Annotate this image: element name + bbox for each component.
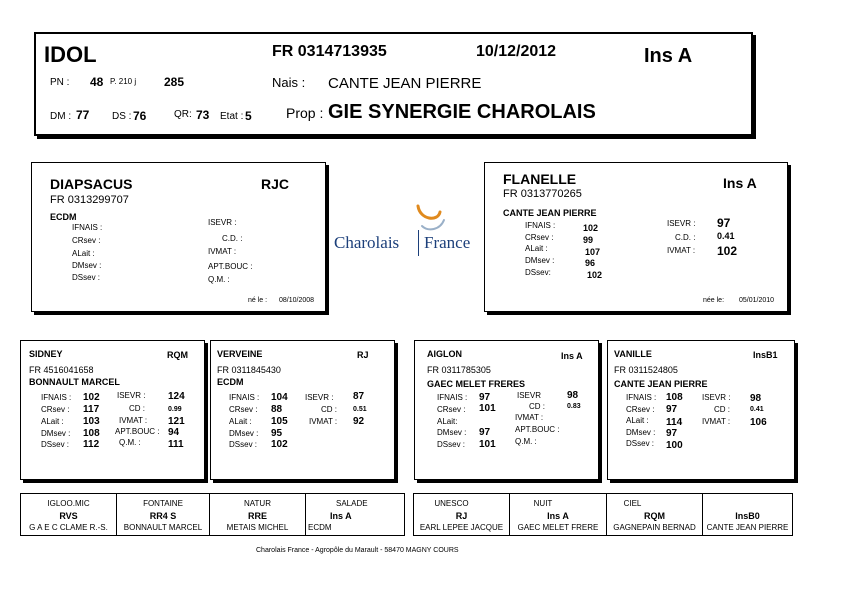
gp2-value-crsev: 88 — [271, 404, 283, 415]
gp2-value-alait: 105 — [271, 416, 288, 427]
gp4-label-crsev: CRsev : — [626, 405, 655, 414]
logo-divider — [418, 230, 419, 256]
gp4-grade: InsB1 — [753, 350, 778, 360]
sire-breeder: ECDM — [50, 212, 77, 222]
dam-label-cd: C.D. : — [675, 233, 696, 242]
gp3-id: FR 0311785305 — [427, 365, 491, 375]
dam-label-ifnais: IFNAIS : — [525, 221, 556, 230]
gp4-value-dssev: 100 — [666, 440, 683, 451]
dam-id: FR 0313770265 — [503, 188, 582, 200]
ggp2-owner: BONNAULT MARCEL — [123, 523, 203, 532]
sire-born-value: 08/10/2008 — [279, 297, 315, 304]
gp4-value-dmsev: 97 — [666, 428, 678, 439]
gp1-value-alait: 103 — [83, 416, 100, 427]
gp1-label-dmsev: DMsev : — [41, 429, 71, 438]
gp3-value-dmsev: 97 — [479, 427, 491, 438]
ggp7-owner: GAGNEPAIN BERNAD — [613, 523, 696, 532]
dam-value-dmsev: 96 — [585, 258, 596, 268]
ggp3-grade: RRE — [247, 511, 267, 521]
footer-address: Charolais France - Agropôle du Marault - 58470 MAGNY COURS — [256, 547, 459, 554]
ggp5-name: UNESCO — [434, 499, 469, 508]
prop-value: GIE SYNERGIE CHAROLAIS — [328, 101, 596, 123]
sire-born-label: né le : — [248, 297, 268, 304]
gp1-value-dssev: 112 — [83, 439, 100, 450]
gp1-value-isevr: 124 — [168, 391, 185, 402]
gp1-id: FR 4516041658 — [29, 365, 94, 375]
dam-label-crsev: CRsev : — [525, 233, 554, 242]
qr-label: QR: — [174, 109, 192, 120]
ggp8-grade: InsB0 — [735, 511, 760, 521]
gp3-grade: Ins A — [561, 351, 583, 361]
dam-box — [484, 162, 788, 312]
gp4-value-isevr: 98 — [750, 393, 762, 404]
dm-label: DM : — [50, 111, 72, 122]
sire-label-crsev: CRsev : — [72, 236, 101, 245]
gp2-grade: RJ — [357, 350, 369, 360]
sire-label-cd: C.D. : — [222, 234, 243, 243]
gp4-label-ifnais: IFNAIS : — [626, 393, 657, 402]
gp2-value-ifnais: 104 — [271, 392, 288, 403]
gp1-label-cd: CD : — [129, 404, 145, 413]
sire-label-ivmat: IVMAT : — [208, 247, 237, 256]
animal-name: IDOL — [44, 42, 97, 67]
ggp4-grade: Ins A — [330, 511, 352, 521]
gp2-label-alait: ALait : — [229, 417, 252, 426]
sire-label-qm: Q.M. : — [208, 275, 230, 284]
granddam-maternal-box — [607, 340, 795, 480]
ggp3-name: NATUR — [244, 499, 271, 508]
gp2-label-crsev: CRsev : — [229, 405, 258, 414]
logo-word-charolais: Charolais — [334, 233, 400, 252]
gp3-label-dmsev: DMsev : — [437, 428, 467, 437]
p210-label: P. 210 j — [110, 77, 137, 86]
dam-value-crsev: 99 — [583, 235, 594, 245]
gp4-value-ivmat: 106 — [750, 417, 767, 428]
gp1-label-ivmat: IVMAT : — [119, 416, 148, 425]
sire-label-alait: ALait : — [72, 249, 95, 258]
gp3-label-cd: CD : — [529, 402, 545, 411]
ggp6-name: NUIT — [533, 499, 553, 508]
gp4-label-dssev: DSsev : — [626, 439, 655, 448]
dam-value-isevr: 97 — [717, 216, 731, 230]
gp3-value-cd: 0.83 — [567, 403, 581, 410]
pn-label: PN : — [50, 77, 70, 88]
great-grands-strip-1 — [20, 493, 405, 536]
gp2-label-ivmat: IVMAT : — [309, 417, 338, 426]
dam-value-ivmat: 102 — [717, 244, 738, 258]
gp1-breeder: BONNAULT MARCEL — [29, 377, 120, 387]
ggp6-owner: GAEC MELET FRERE — [517, 523, 599, 532]
qr-value: 73 — [196, 108, 210, 122]
ggp5-grade: RJ — [455, 511, 468, 521]
ggp5-owner: EARL LEPEE JACQUE — [419, 523, 504, 532]
sire-label-ifnais: IFNAIS : — [72, 223, 103, 232]
gp3-label-isevr: ISEVR — [517, 391, 542, 400]
gp4-label-isevr: ISEVR : — [702, 393, 731, 402]
gp1-value-aptbouc: 94 — [168, 427, 180, 438]
ggp1-grade: RVS — [59, 511, 78, 521]
grandsire-maternal-box — [414, 340, 599, 480]
dam-value-cd: 0.41 — [717, 231, 735, 241]
gp1-value-cd: 0.99 — [168, 406, 182, 413]
etat-value: 5 — [245, 109, 252, 123]
grandsire-paternal-box — [20, 340, 205, 480]
gp4-value-ifnais: 108 — [666, 392, 683, 403]
sire-label-isevr: ISEVR : — [208, 218, 237, 227]
animal-id: FR 0314713935 — [272, 43, 387, 60]
ggp-cell-2 — [116, 494, 209, 535]
gp1-label-isevr: ISEVR : — [117, 391, 146, 400]
dam-label-dssev: DSsev: — [525, 268, 551, 277]
charolais-france-logo — [334, 206, 476, 258]
gp2-value-isevr: 87 — [353, 391, 365, 402]
ggp2-name: FONTAINE — [143, 499, 183, 508]
ggp8-owner: CANTE JEAN PIERRE — [706, 523, 789, 532]
dam-value-dssev: 102 — [587, 270, 603, 280]
gp1-value-ivmat: 121 — [168, 416, 185, 427]
ggp-cell-3 — [209, 494, 305, 535]
gp1-value-dmsev: 108 — [83, 428, 100, 439]
sire-label-dssev: DSsev : — [72, 273, 101, 282]
gp2-label-isevr: ISEVR : — [305, 393, 334, 402]
gp2-value-dssev: 102 — [271, 439, 288, 450]
gp4-value-cd: 0.41 — [750, 406, 764, 413]
sire-box — [31, 162, 326, 312]
sire-grade: RJC — [261, 176, 290, 192]
dam-label-alait: ALait : — [525, 244, 548, 253]
gp3-value-isevr: 98 — [567, 390, 579, 401]
gp1-label-aptbouc: APT.BOUC : — [115, 427, 160, 436]
dam-label-ivmat: IVMAT : — [667, 246, 696, 255]
ggp-cell-8 — [702, 494, 792, 535]
dam-label-dmsev: DMsev : — [525, 256, 555, 265]
gp2-id: FR 0311845430 — [217, 365, 281, 375]
dam-value-ifnais: 102 — [583, 223, 599, 233]
gp3-label-dssev: DSsev : — [437, 440, 466, 449]
ggp1-name: IGLOO.MIC — [47, 499, 90, 508]
gp3-label-alait: ALait: — [437, 417, 458, 426]
gp1-value-crsev: 117 — [83, 404, 100, 415]
gp2-breeder: ECDM — [217, 377, 244, 387]
dam-grade: Ins A — [723, 175, 757, 191]
record-date: 10/12/2012 — [476, 43, 557, 60]
great-grands-strip-2 — [413, 493, 793, 536]
dam-name: FLANELLE — [503, 171, 577, 187]
pn-value: 48 — [90, 75, 104, 89]
ggp-cell-4 — [305, 494, 404, 535]
gp3-label-crsev: CRsev : — [437, 405, 466, 414]
ds-value: 76 — [133, 109, 147, 123]
gp2-label-ifnais: IFNAIS : — [229, 393, 260, 402]
logo-swirl-icon — [410, 202, 450, 232]
gp3-label-qm: Q.M. : — [515, 437, 537, 446]
gp4-id: FR 0311524805 — [614, 365, 678, 375]
ggp7-name: CIEL — [623, 499, 642, 508]
gp1-name: SIDNEY — [29, 349, 63, 359]
gp1-grade: RQM — [167, 350, 188, 360]
gp1-label-ifnais: IFNAIS : — [41, 393, 72, 402]
ggp2-grade: RR4 S — [149, 511, 177, 521]
gp4-value-alait: 114 — [666, 417, 683, 428]
dam-born-value: 05/01/2010 — [739, 297, 775, 304]
ds-label: DS : — [112, 111, 132, 122]
gp3-label-aptbouc: APT.BOUC : — [515, 425, 560, 434]
gp4-label-cd: CD : — [714, 405, 730, 414]
gp1-label-dssev: DSsev : — [41, 440, 70, 449]
dm-value: 77 — [76, 108, 90, 122]
gp4-value-crsev: 97 — [666, 404, 678, 415]
granddam-paternal-box — [210, 340, 395, 480]
gp3-breeder: GAEC MELET FRERES — [427, 379, 526, 389]
animal-grade: Ins A — [644, 45, 693, 67]
gp3-value-ifnais: 97 — [479, 392, 491, 403]
ggp4-owner: ECDM — [308, 523, 332, 532]
gp1-value-qm: 111 — [168, 439, 184, 450]
gp4-label-alait: ALait : — [626, 416, 649, 425]
gp4-label-ivmat: IVMAT : — [702, 417, 731, 426]
dam-label-isevr: ISEVR : — [667, 219, 696, 228]
ggp4-name: SALADE — [336, 499, 368, 508]
gp1-label-crsev: CRsev : — [41, 405, 70, 414]
gp2-value-cd: 0.51 — [353, 406, 367, 413]
gp4-label-dmsev: DMsev : — [626, 428, 656, 437]
logo-word-france: France — [424, 233, 471, 252]
sire-label-dmsev: DMsev : — [72, 261, 102, 270]
nais-value: CANTE JEAN PIERRE — [328, 75, 482, 92]
gp2-name: VERVEINE — [217, 349, 263, 359]
gp3-value-crsev: 101 — [479, 403, 496, 414]
gp2-value-dmsev: 95 — [271, 428, 283, 439]
ggp1-owner: G A E C CLAME R.-S. — [29, 523, 108, 532]
ggp3-owner: METAIS MICHEL — [226, 523, 289, 532]
gp3-name: AIGLON — [427, 349, 462, 359]
gp1-value-ifnais: 102 — [83, 392, 100, 403]
header-box — [34, 32, 753, 136]
ggp-cell-7 — [606, 494, 702, 535]
sire-label-aptbouc: APT.BOUC : — [208, 262, 253, 271]
gp2-label-dssev: DSsev : — [229, 440, 258, 449]
gp2-value-ivmat: 92 — [353, 416, 365, 427]
gp4-name: VANILLE — [614, 349, 652, 359]
gp3-value-dssev: 101 — [479, 439, 496, 450]
prop-label: Prop : — [286, 105, 324, 121]
nais-label: Nais : — [272, 75, 306, 90]
dam-breeder: CANTE JEAN PIERRE — [503, 208, 597, 218]
sire-id: FR 0313299707 — [50, 194, 129, 206]
p210-value: 285 — [164, 75, 185, 89]
ggp-cell-1 — [21, 494, 116, 535]
gp1-label-qm: Q.M. : — [119, 438, 141, 447]
gp3-label-ifnais: IFNAIS : — [437, 393, 468, 402]
ggp7-grade: RQM — [644, 511, 665, 521]
sire-name: DIAPSACUS — [50, 176, 133, 192]
gp2-label-cd: CD : — [321, 405, 337, 414]
gp3-label-ivmat: IVMAT : — [515, 413, 544, 422]
etat-label: Etat : — [220, 111, 244, 122]
ggp6-grade: Ins A — [547, 511, 569, 521]
dam-born-label: née le: — [703, 297, 725, 304]
gp2-label-dmsev: DMsev : — [229, 429, 259, 438]
gp1-label-alait: ALait : — [41, 417, 64, 426]
dam-value-alait: 107 — [585, 247, 601, 257]
gp4-breeder: CANTE JEAN PIERRE — [614, 379, 708, 389]
